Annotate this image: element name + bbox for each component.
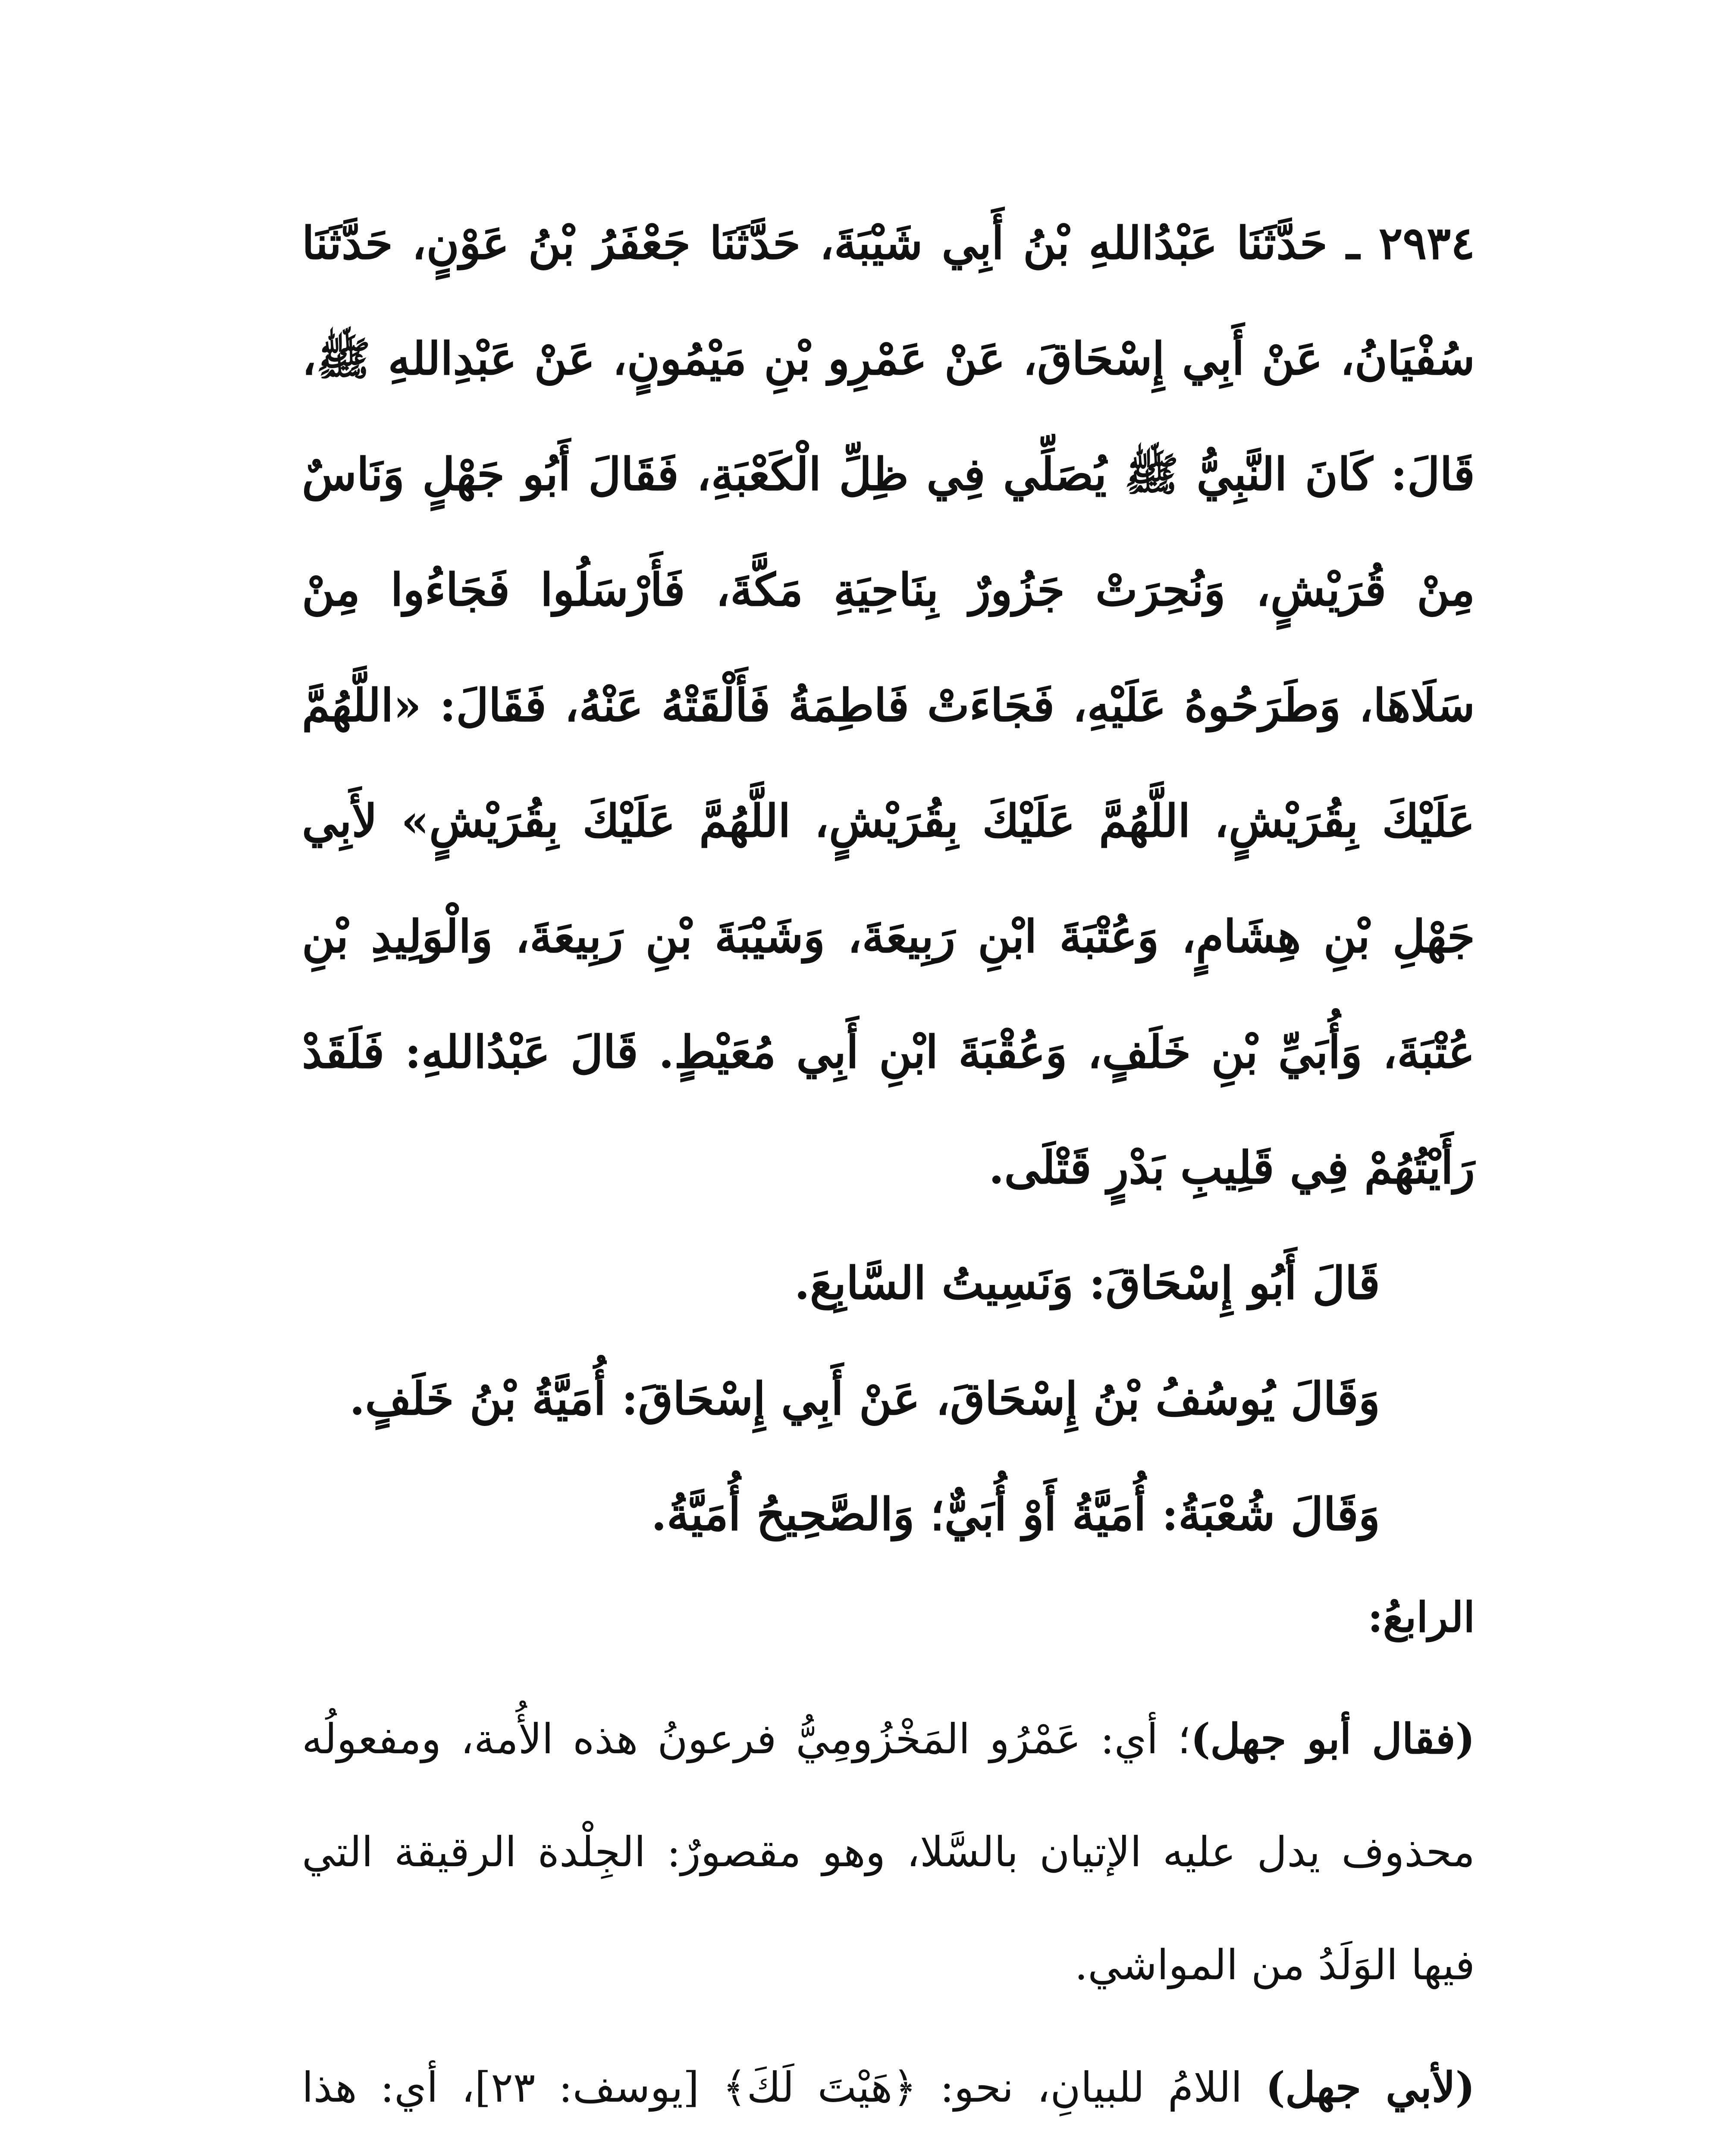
hadith-note-shuba: وَقَالَ شُعْبَةُ: أُمَيَّةُ أَوْ أُبَيٌّ؛ وَالصَّحِيحُ أُمَيَّةُ.	[651, 1488, 1380, 1541]
commentary-text-1: ؛ أي: عَمْرُو المَخْزُومِيُّ فرعونُ هذه الأُمة، ومفعولُه محذوف يدل عليه الإتيان بالسَّلا، وهو مقصورٌ: الجِلْدة الرقيقة التي فيها الوَلَدُ من المواشي.	[302, 1715, 1475, 1989]
hadith-note-abu-ishaq: قَالَ أَبُو إِسْحَاقَ: وَنَسِيتُ السَّابِعَ.	[794, 1257, 1380, 1310]
commentary-lemma-2: (لأبي جهل)	[1265, 2063, 1475, 2112]
commentary-paragraph-2	[302, 2031, 1475, 2156]
commentary-paragraph-1	[302, 1683, 1475, 2021]
hadith-note-yusuf: وَقَالَ يُوسُفُ بْنُ إِسْحَاقَ، عَنْ أَبِي إِسْحَاقَ: أُمَيَّةُ بْنُ خَلَفٍ.	[349, 1372, 1380, 1425]
hadith-main-text: ٢٩٣٤ ـ حَدَّثَنَا عَبْدُاللهِ بْنُ أَبِي شَيْبَةَ، حَدَّثَنَا جَعْفَرُ بْنُ عَوْنٍ، حَدَّثَنَا سُفْيَانُ، عَنْ أَبِي إِسْحَاقَ، عَنْ عَمْرِو بْنِ مَيْمُونٍ، عَنْ عَبْدِاللهِ ﷺ، قَالَ: كَانَ النَّبِيُّ ﷺ يُصَلِّي فِي ظِلِّ الْكَعْبَةِ، فَقَالَ أَبُو جَهْلٍ وَنَاسٌ مِنْ قُرَيْشٍ، وَنُحِرَتْ جَزُورٌ بِنَاحِيَةِ مَكَّةَ، فَأَرْسَلُوا فَجَاءُوا مِنْ سَلَاهَا، وَطَرَحُوهُ عَلَيْهِ، فَجَاءَتْ فَاطِمَةُ فَأَلْقَتْهُ عَنْهُ، فَقَالَ: «اللَّهُمَّ عَلَيْكَ بِقُرَيْشٍ، اللَّهُمَّ عَلَيْكَ بِقُرَيْشٍ، اللَّهُمَّ عَلَيْكَ بِقُرَيْشٍ» لأَبِي جَهْلِ بْنِ هِشَامٍ، وَعُتْبَةَ ابْنِ رَبِيعَةَ، وَشَيْبَةَ بْنِ رَبِيعَةَ، وَالْوَلِيدِ بْنِ عُتْبَةَ، وَأُبَيِّ بْنِ خَلَفٍ، وَعُقْبَةَ ابْنِ أَبِي مُعَيْطٍ. قَالَ عَبْدُاللهِ: فَلَقَدْ رَأَيْتُهُمْ فِي قَلِيبِ بَدْرٍ قَتْلَى.	[302, 216, 1475, 1194]
commentary-heading: الرابعُ:	[1368, 1593, 1475, 1642]
commentary-text-2: اللامُ للبيانِ، نحو: ﴿هَيْتَ لَكَ﴾ [يوسف: ٢٣]، أي: هذا	[302, 2063, 1242, 2112]
commentary-block	[302, 1561, 1475, 2156]
hadith-block	[302, 185, 1475, 1572]
commentary-lemma-1: (فقال أبو جهل)	[1190, 1714, 1475, 1763]
